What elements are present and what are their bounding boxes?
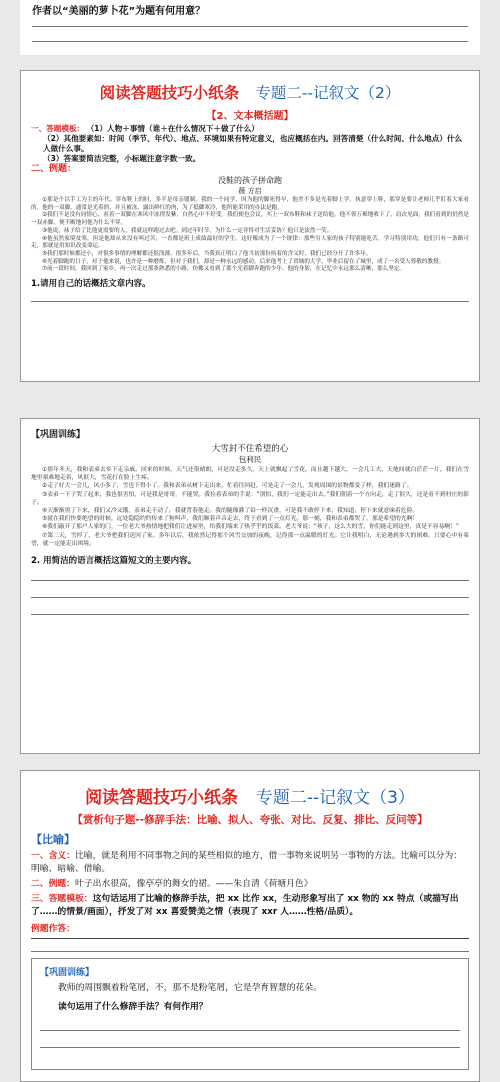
example-label: 二、例题：: [31, 164, 77, 174]
article-paragraph: ⑦前一段时间，我回到了家乡，再一次走过那条熟悉的小路，仿佛又看到了那个光着脚奔跑的少年。他的身影，在记忆中永远那么清晰，那么坚定。: [42, 266, 406, 273]
answer-line: [31, 614, 469, 615]
section-heading: 【2、文本概括题】: [206, 111, 294, 122]
answer-line: [31, 301, 469, 302]
article-author: 薇 方启: [238, 187, 262, 195]
card-title-main: 阅读答题技巧小纸条: [99, 84, 240, 102]
card-title: [31, 81, 469, 103]
practice-heading: 【巩固训练】: [40, 968, 95, 978]
example: [31, 878, 469, 891]
template-text: 这句话运用了比喻的修辞手法，把 xx 比作 xx，生动形象写出了 xx 物的 xx 特点（或描写出了……的情景/画面），抒发了对 xx 喜爱赞美之情（表现了 xxr 人……性格/品质）。: [31, 894, 459, 917]
practice-answer: [31, 923, 469, 936]
card-title-sub: 专题二--记叙文（3）: [255, 788, 415, 808]
article-paragraph: ③表弟一下子哭了起来，我也很害怕，可是我是哥哥，不能哭。我拉着表弟的手说：“别怕，我们一定能走出去。”我们朝着一个方向走，走了很久，还是看不到村庄的影子。: [31, 491, 469, 506]
template-label: 一、答题模板：: [31, 124, 85, 133]
article-paragraph: ④他虽然家境贫寒，但是他却从来没有叫过苦，一直都是班上成绩最好的学生。这好像成为了一个规律：那些穷人家的孩子特别能吃苦，学习特别用功，他们只有一条路可走，那就是用知识改变命运。: [31, 235, 469, 250]
article-paragraph: ①那是个以手工为主的年代。穿布鞋上的时，多半是母亲缝制。我的一个同学，因为他的脚死得早，他差不多是光着脚上学。执意穿上鞋，那穿是要让老师几乎盯着大家看的。他的一双脚，通常是光着的，并且被冻，露出鲜红的肉，为了抵御寒冷，他所能采用的办法是跑。: [31, 197, 469, 211]
article-paragraph: ⑥光着脚跑的日子，对于他来说，也许是一种磨炼，但对于我们，却是一种永远的感动。后来他考上了省城的大学，毕业后留在了城里，成了一名受人尊敬的教授。: [42, 258, 445, 265]
answer-line: [31, 951, 469, 952]
sub-section-heading: 【比喻】: [31, 833, 75, 846]
article-author: 包利民: [238, 455, 262, 464]
card-title-main: 阅读答题技巧小纸条: [85, 788, 239, 808]
definition-label: 一、含义：: [31, 851, 75, 861]
template-item-3: （3）答案要简洁完整，小标题注意字数一致。: [43, 154, 201, 163]
template-item-2: （2）其他要素如：时间（季节、年代）、地点、环境如果有特定意义，也应概括在内。回答清楚（什么时间、什么地点）什么人做什么事。: [43, 134, 463, 153]
card-title: [31, 783, 469, 808]
answer-line: [40, 1047, 460, 1048]
article-paragraph: ②走了好大一会儿，风小多了，雪也下得小了。我和表弟从树下走出来，忙着往回赶，可是走了一会儿，发现周围的景物都变了样，我们迷路了。: [42, 483, 413, 490]
practice-box: [31, 958, 469, 1070]
article-paragraph: ①那年冬天，我和表弟去乡下走亲戚。回来的时候，天气还很晴朗，可是没走多久，天上就飘起了雪花，而且越下越大，一会儿工夫，天地间就白茫茫一片。我们在雪地里艰难地走着，风很大，雪花打在脸上生疼。: [31, 467, 469, 482]
article-title: 没鞋的孩子拼命跑: [218, 176, 282, 185]
answer-line: [31, 597, 469, 598]
article-paragraph: ⑤我们那时候都还小，对很多事情的理解都还很浅薄。很多年后，当我真正明白了他当初那份执着的含义时，我们已经分开了许多年。: [42, 250, 372, 257]
article-paragraph: ⑤就在我们快要绝望的时候，远处隐隐约约传来了狗叫声，我们顺着声音走去，终于看到了一点灯光。那一刻，我和表弟都哭了，那是希望的光啊！: [42, 516, 419, 523]
practice-question: 读句运用了什么修辞手法？有何作用？: [58, 1002, 208, 1012]
answer-line: [40, 1030, 460, 1031]
practice-sentence: 教师的周围飘着粉笔屑，不，那不是粉笔屑，它是孕育智慧的花朵。: [58, 983, 322, 993]
question-text: 作者以“美丽的萝卜花”为题有何用意？: [32, 6, 206, 17]
template-block: [31, 124, 469, 164]
example-text: 叶子出水很高，像亭亭的舞女的裙。——朱自清《荷塘月色》: [75, 879, 313, 889]
card-title-sub: 专题二--记叙文（2）: [255, 84, 401, 102]
definition: [31, 850, 469, 876]
answer-line: [32, 26, 468, 27]
article-paragraph: ④天渐渐黑了下来，我们又冷又饿，表弟走不动了，我就背着他走。我的腿像灌了铅一样沉重，可是我不敢停下来，我知道，停下来就意味着危险。: [42, 508, 419, 515]
definition-text: 比喻，就是利用不同事物之间的某些相似的地方，借一事物来说明另一事物的方法。比喻可以分为：明喻、暗喻、借喻。: [31, 851, 463, 874]
card-rhetoric-skill: [20, 770, 480, 1082]
practice-label: 例题作答：: [31, 924, 75, 934]
answer-line: [32, 41, 468, 42]
task-question: 2. 用简洁的语言概括这篇短文的主要内容。: [31, 556, 197, 567]
example-label: 二、例题：: [31, 879, 75, 889]
article-paragraph: ⑦第二天，雪停了，老大爷把我们送回了家。多年以后，我依然记得那个风雪交加的夜晚，记得那一点温暖的灯光。它让我明白，无论遇到多大的困难，只要心中有希望，就一定能走出困境。: [31, 532, 469, 547]
article-paragraph: ⑥我们敲开了那户人家的门，一位老大爷热情地把我们让进屋里，给我们端来了热乎乎的饭菜。老大爷说：“孩子，这么大的雪，你们能走到这里，真是不容易啊！”: [42, 524, 459, 531]
answer-line: [31, 938, 469, 939]
template-item-1: （1）人物＋事情（谁＋在什么情况下＋做了什么）: [86, 124, 259, 133]
template-label: 三、答题模板：: [31, 894, 93, 904]
article-paragraph: ③他说，袜子给了比他更需要的人，我就这样跑过去吧。到过年时节，为什么一定非得对生活妥协？他只是淡然一笑。: [42, 227, 333, 234]
task-question: 1.请用自己的话概括文章内容。: [31, 279, 151, 290]
card-practice: [20, 418, 480, 754]
top-sheet: [20, 0, 480, 55]
section-heading: 【赏析句子题--修辞手法：比喻、拟人、夸张、对比、反复、排比、反问等】: [72, 814, 428, 826]
answer-line: [31, 580, 469, 581]
template: [31, 893, 469, 919]
practice-heading: 【巩固训练】: [31, 430, 86, 440]
article-paragraph: ②我们不是没有同情心，看着一双脚在寒风中冻得发紫，自然心中不好受。我们便也会议，买上一双布鞋和袜子送给他。他不领万难地收下了，肩次见面，我们看到的仍然是一双赤脚，便不断地问他为什么不穿。: [31, 212, 469, 227]
article-title: 大雪封不住希望的心: [211, 444, 289, 454]
card-summary-skill: [20, 70, 480, 382]
